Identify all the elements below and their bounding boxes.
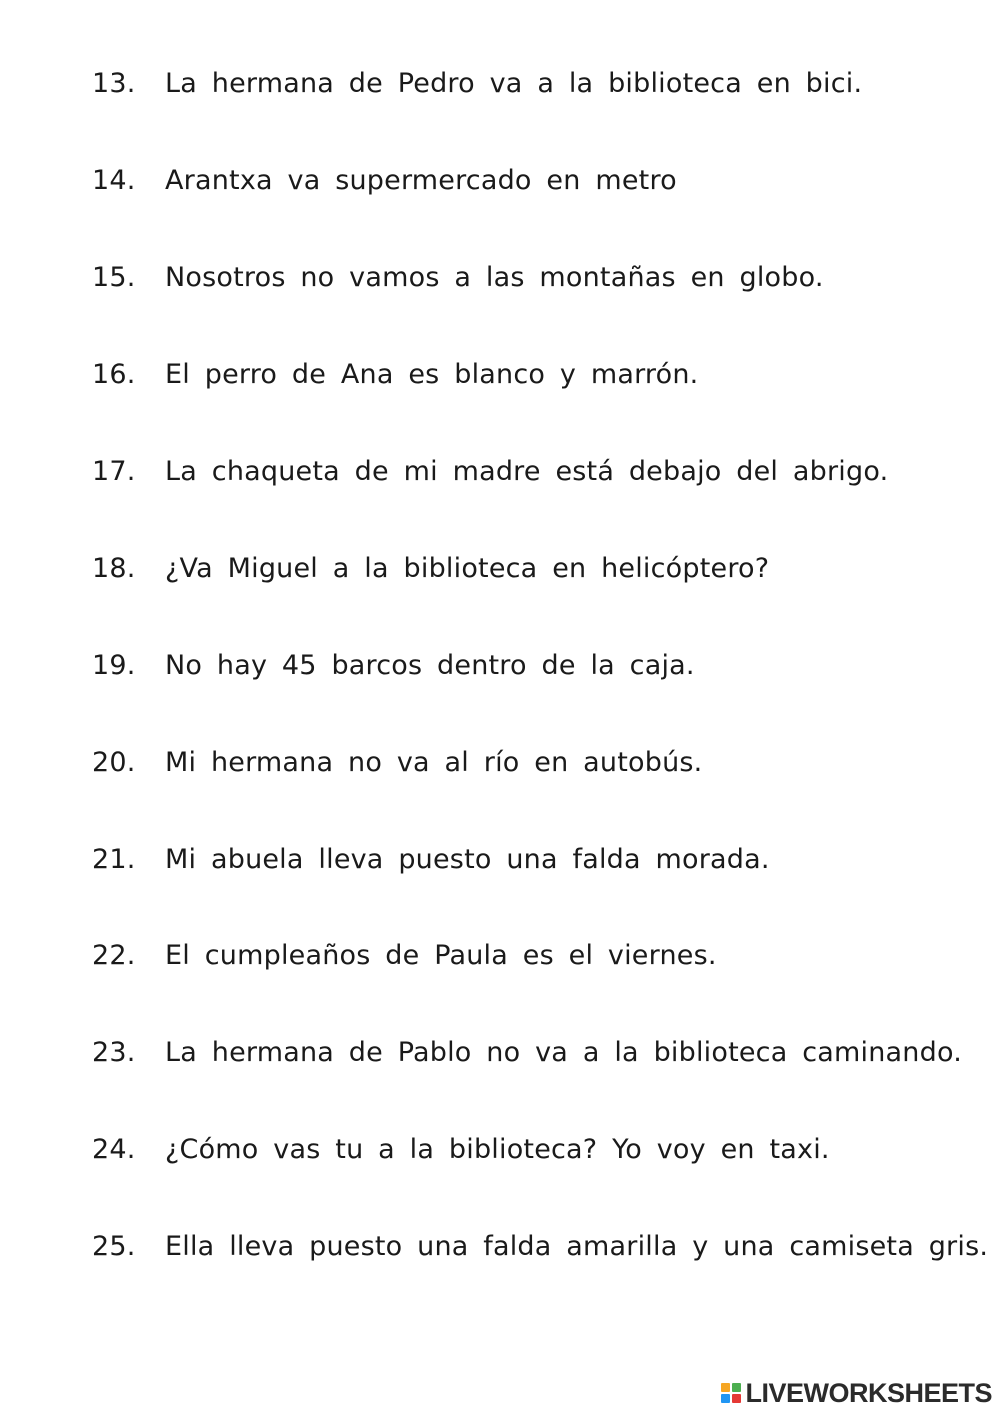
logo-text: LIVEWORKSHEETS [745,1377,992,1408]
item-number: 16. [92,358,136,390]
item-sentence: No hay 45 barcos dentro de la caja. [165,649,695,681]
item-sentence: El perro de Ana es blanco y marrón. [165,358,699,390]
item-sentence: La hermana de Pedro va a la biblioteca en bici. [165,67,863,99]
logo-square [721,1394,730,1403]
item-sentence: La hermana de Pablo no va a la biblioteca caminando. [165,1036,962,1068]
logo-square [732,1394,741,1403]
item-number: 19. [92,649,136,681]
item-sentence: Ella lleva puesto una falda amarilla y una camiseta gris. [165,1230,989,1262]
item-sentence: Nosotros no vamos a las montañas en globo. [165,261,824,293]
item-sentence: ¿Cómo vas tu a la biblioteca? Yo voy en taxi. [165,1133,830,1165]
list-item [92,640,972,690]
list-item [92,1221,989,1271]
item-sentence: Mi abuela lleva puesto una falda morada. [165,843,770,875]
list-item [92,349,972,399]
item-sentence: El cumpleaños de Paula es el viernes. [165,939,717,971]
list-item [92,737,972,787]
logo-square [721,1383,730,1392]
item-sentence: Mi hermana no va al río en autobús. [165,746,703,778]
item-number: 24. [92,1133,136,1165]
item-number: 14. [92,164,136,196]
list-item [92,1124,972,1174]
list-item [92,58,972,108]
item-number: 20. [92,746,136,778]
item-number: 17. [92,455,136,487]
item-sentence: ¿Va Miguel a la biblioteca en helicóptero? [165,552,770,584]
logo-square [732,1383,741,1392]
list-item [92,543,972,593]
item-number: 21. [92,843,136,875]
list-item [92,930,972,980]
list-item [92,1027,972,1077]
list-item [92,155,972,205]
item-sentence: La chaqueta de mi madre está debajo del abrigo. [165,455,889,487]
item-number: 22. [92,939,136,971]
list-item [92,834,972,884]
item-number: 15. [92,261,136,293]
item-number: 18. [92,552,136,584]
item-number: 25. [92,1230,136,1262]
list-item [92,446,972,496]
item-sentence: Arantxa va supermercado en metro [165,164,677,196]
liveworksheets-mark-icon [721,1383,741,1403]
item-number: 23. [92,1036,136,1068]
liveworksheets-logo [721,1379,992,1407]
item-number: 13. [92,67,136,99]
list-item [92,252,972,302]
